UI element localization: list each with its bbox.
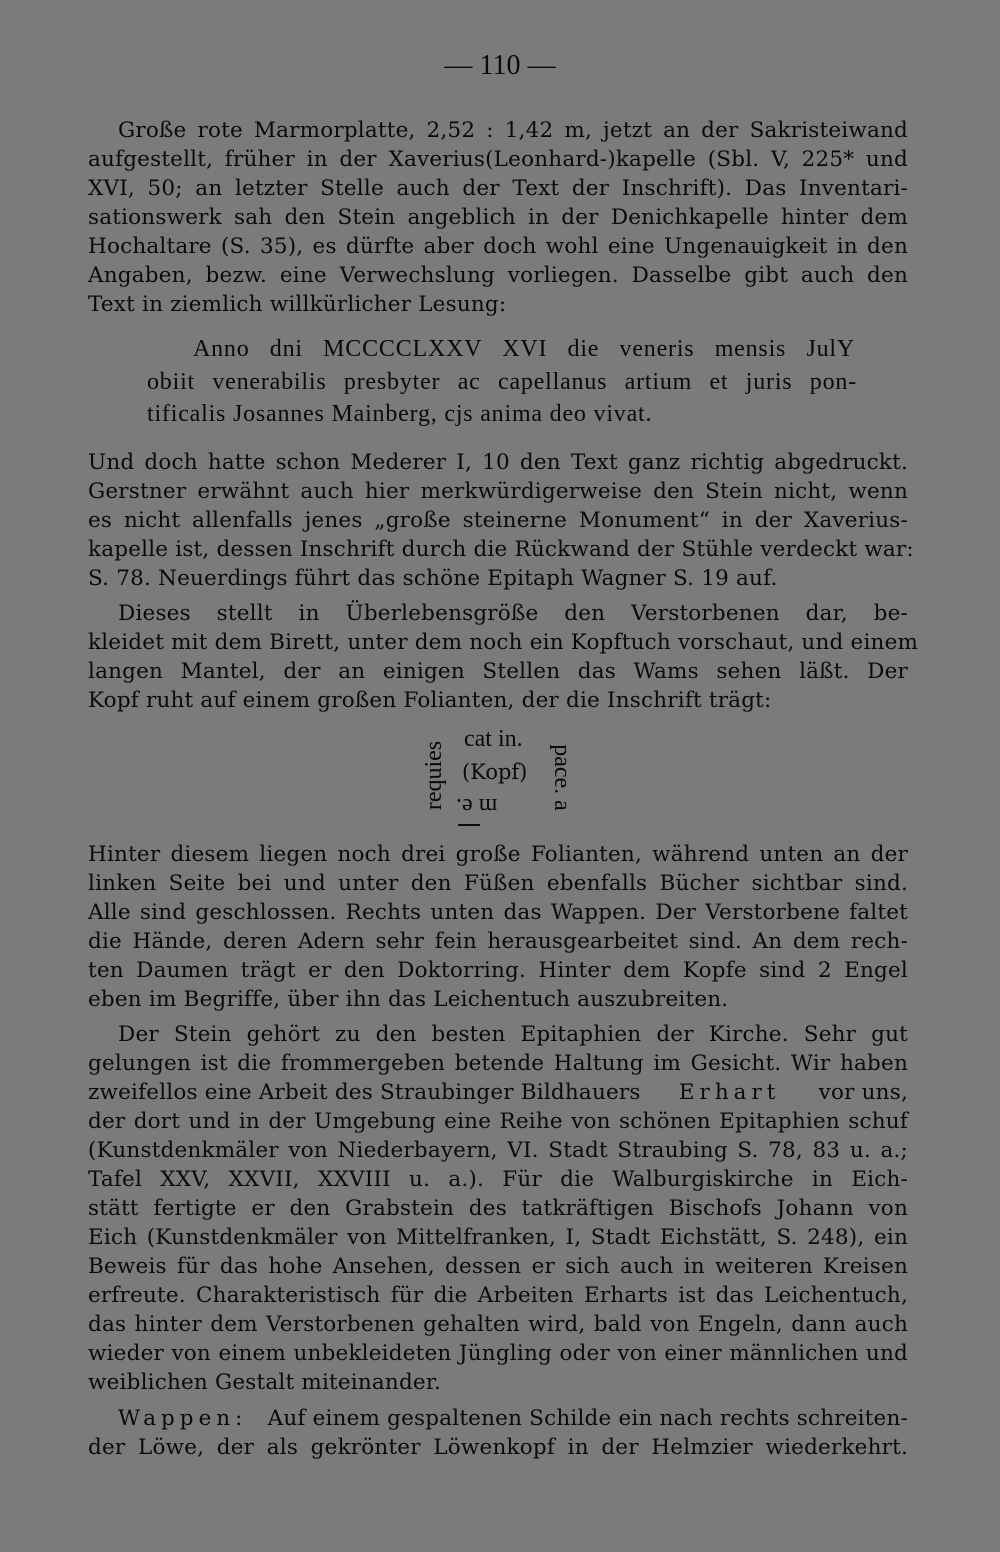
book-text-left: requies — [421, 740, 448, 811]
text-line: Gerstner erwähnt auch hier merkwürdigerweise den Stein nicht, wenn — [88, 479, 908, 504]
book-text-bottom: m e. — [456, 793, 498, 819]
text-segment: vor uns, — [818, 1080, 908, 1105]
text-line — [88, 1080, 908, 1105]
inscription-line: Anno dni MCCCCLXXV XVI die veneris mensis JulY — [193, 336, 855, 362]
text-line: Dieses stellt in Überlebensgröße den Verstorbenen dar, be- — [118, 601, 908, 626]
text-line: Hochaltare (S. 35), es dürfte aber doch wohl eine Ungenauigkeit in den — [88, 234, 908, 259]
text-line: erfreute. Charakteristisch für die Arbeiten Erharts ist das Leichentuch, — [88, 1283, 908, 1308]
text-line: Eich (Kunstdenkmäler von Mittelfranken, I, Stadt Eichstätt, S. 248), ein — [88, 1225, 908, 1250]
page-number: — 110 — — [444, 50, 556, 81]
text-line: S. 78. Neuerdings führt das schöne Epitaph Wagner S. 19 auf. — [88, 566, 778, 591]
text-line: gelungen ist die frommergeben betende Haltung im Gesicht. Wir haben — [88, 1051, 908, 1076]
text-line: aufgestellt, früher in der Xaverius(Leonhard-)kapelle (Sbl. V, 225* und — [88, 147, 908, 172]
text-line: eben im Begriffe, über ihn das Leichentuch auszubreiten. — [88, 987, 729, 1012]
text-line: ten Daumen trägt er den Doktorring. Hinter dem Kopfe sind 2 Engel — [88, 958, 908, 983]
text-line: Angaben, bezw. eine Verwechslung vorliegen. Dasselbe gibt auch den — [88, 263, 908, 288]
text-line: es nicht allenfalls jenes „große steinerne Monument“ in der Xaverius- — [88, 508, 908, 533]
text-line: linken Seite bei und unter den Füßen ebenfalls Bücher sichtbar sind. — [88, 871, 908, 896]
text-line: sationswerk sah den Stein angeblich in der Denichkapelle hinter dem — [88, 205, 908, 230]
text-line: Der Stein gehört zu den besten Epitaphien der Kirche. Sehr gut — [118, 1022, 908, 1047]
book-underline — [458, 824, 480, 826]
text-line: langen Mantel, der an einigen Stellen das Wams sehen läßt. Der — [88, 659, 908, 684]
wappen-label: Wappen: — [118, 1406, 248, 1431]
text-line: (Kunstdenkmäler von Niederbayern, VI. Stadt Straubing S. 78, 83 u. a.; — [88, 1138, 908, 1163]
text-line: der dort und in der Umgebung eine Reihe von schönen Epitaphien schuf — [88, 1109, 908, 1134]
book-text-center: (Kopf) — [462, 760, 528, 784]
text-line: kleidet mit dem Birett, unter dem noch ein Kopftuch vorschaut, und einem — [88, 630, 919, 655]
book-text-top: cat in. — [464, 726, 523, 752]
text-line: stätt fertigte er den Grabstein des tatkräftigen Bischofs Johann von — [88, 1196, 908, 1221]
text-line: Tafel XXV, XXVII, XXVIII u. a.). Für die Walburgiskirche in Eich- — [88, 1167, 908, 1192]
text-line: der Löwe, der als gekrönter Löwenkopf in der Helmzier wiederkehrt. — [88, 1435, 908, 1460]
text-line: kapelle ist, dessen Inschrift durch die Rückwand der Stühle verdeckt war: — [88, 537, 914, 562]
text-line: die Hände, deren Adern sehr fein herausgearbeitet sind. An dem rech- — [88, 929, 908, 954]
text-line: das hinter dem Verstorbenen gehalten wird, bald von Engeln, dann auch — [88, 1312, 908, 1337]
text-line: wieder von einem unbekleideten Jüngling oder von einer männlichen und — [88, 1341, 908, 1366]
inscription-line: tificalis Josannes Mainberg, cjs anima deo vivat. — [147, 401, 653, 427]
text-line: Und doch hatte schon Mederer I, 10 den Text ganz richtig abgedruckt. — [88, 450, 908, 475]
text-line: Text in ziemlich willkürlicher Lesung: — [88, 292, 507, 317]
text-line: Hinter diesem liegen noch drei große Folianten, während unten an der — [88, 842, 908, 867]
text-line — [118, 1406, 908, 1431]
sculptor-name: Erhart — [678, 1080, 781, 1105]
book-text-right: pace. a — [548, 744, 575, 811]
text-line: weiblichen Gestalt miteinander. — [88, 1370, 442, 1395]
text-line: Alle sind geschlossen. Rechts unten das Wappen. Der Verstorbene faltet — [88, 900, 908, 925]
text-line: Kopf ruht auf einem großen Folianten, der die Inschrift trägt: — [88, 688, 772, 713]
text-line: XVI, 50; an letzter Stelle auch der Text der Inschrift). Das Inventari- — [88, 176, 908, 201]
text-segment: zweifellos eine Arbeit des Straubinger Bildhauers — [88, 1080, 641, 1105]
text-line: Große rote Marmorplatte, 2,52 : 1,42 m, jetzt an der Sakristeiwand — [118, 118, 908, 143]
inscription-line: obiit venerabilis presbyter ac capellanus artium et juris pon- — [147, 369, 857, 395]
text-line: Beweis für das hohe Ansehen, dessen er sich auch in weiteren Kreisen — [88, 1254, 908, 1279]
text-segment: Auf einem gespaltenen Schilde ein nach rechts schreiten- — [267, 1406, 908, 1431]
